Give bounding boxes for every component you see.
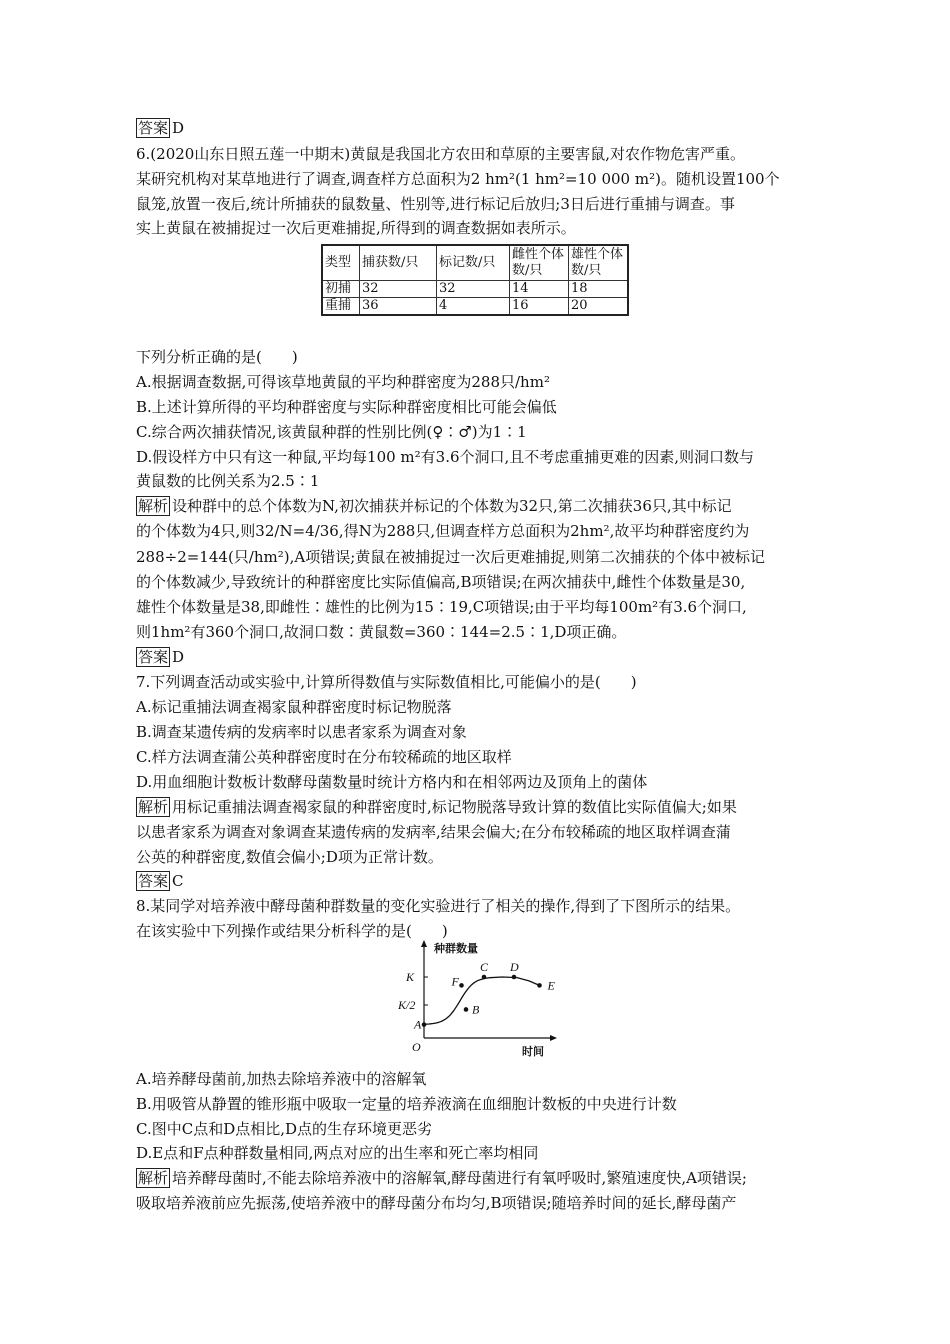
table-row (322, 281, 628, 298)
point-label-c: C (480, 960, 489, 974)
origin-label: O (412, 1040, 421, 1054)
point-label-b: B (472, 1002, 480, 1017)
analysis-line: 解析 培养酵母菌时,不能去除培养液中的溶解氧,酵母菌进行有氧呼吸时,繁殖速度快,A项错误; (138, 1169, 747, 1187)
option-a: A.培养酵母菌前,加热去除培养液中的溶解氧 (136, 1070, 427, 1088)
question-6-stem: 某研究机构对某草地进行了调查,调查样方总面积为2 hm²(1 hm²=10 000 m²)。随机设置100个 (136, 170, 780, 188)
analysis-line: 吸取培养液前应先振荡,使培养液中的酵母菌分布均匀,B项错误;随培养时间的延长,酵母菌产 (136, 1194, 737, 1212)
option-d: D.假设样方中只有这一种鼠,平均每100 m²有3.6个洞口,且不考虑重捕更难的因素,则洞口数与 (136, 448, 755, 466)
table-header-cell: 雄性个体数/只 (569, 245, 629, 281)
question-7-stem: 7.下列调查活动或实验中,计算所得数值与实际数值相比,可能偏小的是( ) (136, 673, 637, 691)
question-8-stem: 8.某同学对培养液中酵母菌种群数量的变化实验进行了相关的操作,得到了下图所示的结果。 (136, 897, 741, 915)
population-growth-chart (392, 938, 562, 1058)
point-b (464, 1007, 469, 1012)
table-header-cell: 类型 (322, 245, 360, 281)
analysis-line: 以患者家系为调查对象调查某遗传病的发病率,结果会偏大;在分布较稀疏的地区取样调查蒲 (136, 823, 731, 841)
analysis-tag: 解析 (138, 1169, 169, 1187)
growth-curve (424, 977, 540, 1024)
option-d: D.用血细胞计数板计数酵母菌数量时统计方格内和在相邻两边及顶角上的菌体 (136, 773, 648, 791)
table-cell: 重捕 (322, 298, 360, 316)
table-cell: 初捕 (322, 281, 360, 298)
table-cell: 16 (510, 298, 569, 316)
point-label-f: F (451, 974, 459, 989)
answer-line: 答案 D (138, 119, 185, 137)
analysis-line: 解析 用标记重捕法调查褐家鼠的种群密度时,标记物脱落导致计算的数值比实际值偏大;如果 (138, 798, 737, 816)
table-row (322, 298, 628, 316)
analysis-line: 288÷2=144(只/hm²),A项错误;黄鼠在被捕捉过一次后更难捕捉,则第二次捕获的个体中被标记 (136, 548, 766, 566)
analysis-line: 雄性个体数量是38,即雌性∶雄性的比例为15∶19,C项错误;由于平均每100m²有3.6个洞口, (136, 598, 747, 616)
table-cell: 18 (569, 281, 629, 298)
question-6-stem: 实上黄鼠在被捕捉过一次后更难捕捉,所得到的调查数据如表所示。 (136, 219, 576, 237)
answer-tag: 答案 (138, 648, 169, 666)
point-label-d: D (510, 960, 519, 974)
option-d: D.E点和F点种群数量相同,两点对应的出生率和死亡率均相同 (136, 1144, 539, 1162)
option-a: A.根据调查数据,可得该草地黄鼠的平均种群密度为288只/hm² (136, 373, 550, 391)
y-axis-label: 种群数量 (434, 943, 478, 955)
option-c: C.综合两次捕获情况,该黄鼠种群的性别比例(♀∶♂)为1∶1 (136, 423, 527, 441)
table-cell: 4 (437, 298, 510, 316)
y-axis-arrow (421, 940, 427, 947)
table-cell: 36 (360, 298, 437, 316)
option-c: C.图中C点和D点相比,D点的生存环境更恶劣 (136, 1120, 433, 1138)
table-cell: 32 (437, 281, 510, 298)
option-b: B.用吸管从静置的锥形瓶中吸取一定量的培养液滴在血细胞计数板的中央进行计数 (136, 1095, 677, 1113)
y-tick-label-k: K (406, 970, 415, 984)
option-b: B.上述计算所得的平均种群密度与实际种群密度相比可能会偏低 (136, 398, 557, 416)
answer-line: 答案 C (138, 872, 184, 890)
option-b: B.调查某遗传病的发病率时以患者家系为调查对象 (136, 723, 467, 741)
answer-line: 答案 D (138, 648, 185, 666)
y-tick-label-k-half: K/2 (398, 998, 416, 1012)
analysis-tag: 解析 (138, 798, 169, 816)
point-d (512, 975, 517, 980)
analysis-line: 的个体数为4只,则32/N=4/36,得N为288只,但调查样方总面积为2hm²,故平均种群密度约为 (136, 522, 750, 540)
point-label-a: A (414, 1017, 422, 1032)
question-6-prompt: 下列分析正确的是( ) (136, 348, 298, 366)
x-axis-label: 时间 (522, 1046, 544, 1058)
question-8-stem: 在该实验中下列操作或结果分析科学的是( ) (136, 922, 448, 940)
analysis-line: 的个体数减少,导致统计的种群密度比实际值偏高,B项错误;在两次捕获中,雌性个体数量是30, (136, 573, 746, 591)
table-header-cell: 标记数/只 (437, 245, 510, 281)
analysis-line: 则1hm²有360个洞口,故洞口数∶黄鼠数=360∶144=2.5∶1,D项正确。 (136, 623, 627, 641)
point-a (422, 1022, 427, 1027)
option-d: 黄鼠数的比例关系为2.5∶1 (136, 472, 320, 490)
point-label-e: E (547, 978, 555, 993)
question-6-stem: 鼠笼,放置一夜后,统计所捕获的鼠数量、性别等,进行标记后放归;3日后进行重捕与调查。事 (136, 195, 735, 213)
point-f (459, 983, 464, 988)
option-a: A.标记重捕法调查褐家鼠种群密度时标记物脱落 (136, 698, 452, 716)
analysis-line: 解析 设种群中的总个体数为N,初次捕获并标记的个体数为32只,第二次捕获36只,其中标记 (138, 497, 732, 515)
point-e (537, 983, 542, 988)
answer-tag: 答案 (138, 872, 169, 890)
table-header-cell: 雌性个体数/只 (510, 245, 569, 281)
analysis-tag: 解析 (138, 497, 169, 515)
question-6-stem: 6.(2020山东日照五莲一中期末)黄鼠是我国北方农田和草原的主要害鼠,对农作物危害严重。 (136, 145, 745, 163)
capture-data-table (321, 244, 629, 316)
answer-tag: 答案 (138, 119, 169, 137)
point-c (482, 975, 487, 980)
table-cell: 14 (510, 281, 569, 298)
analysis-line: 公英的种群密度,数值会偏小;D项为正常计数。 (136, 848, 443, 866)
table-cell: 20 (569, 298, 629, 316)
option-c: C.样方法调查蒲公英种群密度时在分布较稀疏的地区取样 (136, 748, 512, 766)
table-header-cell: 捕获数/只 (360, 245, 437, 281)
table-header-row (322, 245, 628, 281)
x-axis-arrow (550, 1035, 557, 1041)
table-cell: 32 (360, 281, 437, 298)
